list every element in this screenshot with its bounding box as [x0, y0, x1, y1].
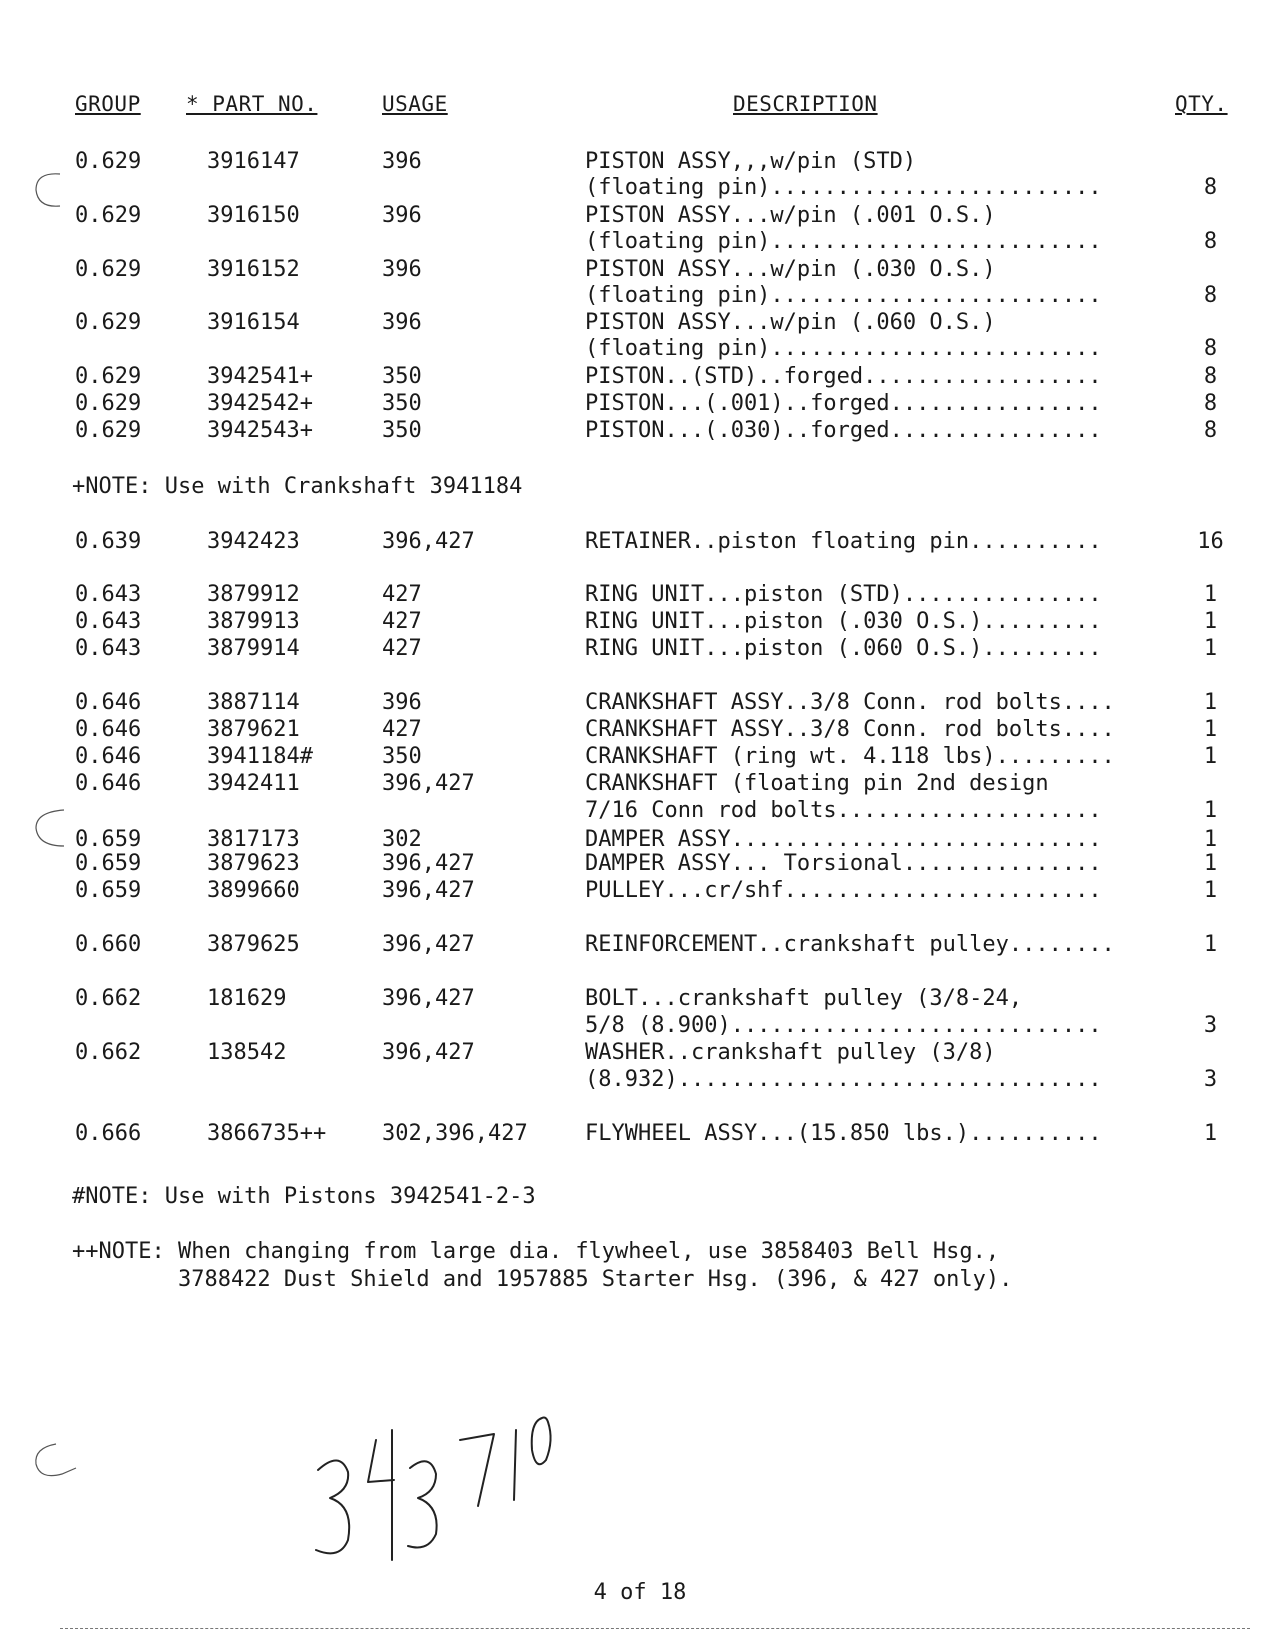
description-cell: PISTON ASSY,,,w/pin (STD) [585, 149, 917, 174]
usage-cell: 396,427 [382, 878, 475, 903]
qty-cell: 16 [1197, 529, 1224, 554]
part-number-cell: 3866735++ [207, 1121, 327, 1146]
part-number-cell: 3942542+ [207, 391, 313, 416]
group-cell: 0.643 [75, 636, 142, 661]
usage-cell: 396 [382, 257, 422, 282]
qty-cell: 3 [1203, 1013, 1218, 1038]
group-cell: 0.629 [75, 310, 142, 335]
note-flywheel-line1: ++NOTE: When changing from large dia. flywheel, use 3858403 Bell Hsg., [72, 1239, 1000, 1264]
part-number-cell: 3941184# [207, 744, 313, 769]
group-cell: 0.660 [75, 932, 142, 957]
qty-cell: 1 [1203, 636, 1218, 661]
punch-hole-mark [32, 168, 62, 212]
description-cell: CRANKSHAFT ASSY..3/8 Conn. rod bolts.... [585, 717, 1115, 742]
group-cell: 0.629 [75, 364, 142, 389]
part-number-cell: 3942543+ [207, 418, 313, 443]
header-qty: QTY. [1175, 92, 1228, 116]
bottom-rule [60, 1628, 1250, 1629]
usage-cell: 350 [382, 418, 422, 443]
group-cell: 0.646 [75, 690, 142, 715]
qty-cell: 8 [1203, 229, 1218, 254]
part-number-cell: 3916152 [207, 257, 300, 282]
description-cell: PULLEY...cr/shf........................ [585, 878, 1102, 903]
header-usage: USAGE [382, 92, 448, 116]
page-number: 4 of 18 [593, 1580, 687, 1605]
usage-cell: 427 [382, 609, 422, 634]
usage-cell: 427 [382, 717, 422, 742]
description-cell: RING UNIT...piston (STD)............... [585, 582, 1102, 607]
part-number-cell: 3879625 [207, 932, 300, 957]
group-cell: 0.659 [75, 878, 142, 903]
description-cell: (floating pin)......................... [585, 336, 1102, 361]
qty-cell: 1 [1203, 717, 1218, 742]
part-number-cell: 3916154 [207, 310, 300, 335]
part-number-cell: 3942411 [207, 771, 300, 796]
part-number-cell: 3879623 [207, 851, 300, 876]
group-cell: 0.659 [75, 827, 142, 852]
qty-cell: 8 [1203, 283, 1218, 308]
note-flywheel-line2: 3788422 Dust Shield and 1957885 Starter Hsg. (396, & 427 only). [72, 1267, 1013, 1292]
note-crankshaft: +NOTE: Use with Crankshaft 3941184 [72, 474, 523, 499]
group-cell: 0.639 [75, 529, 142, 554]
part-number-cell: 138542 [207, 1040, 287, 1065]
note-pistons: #NOTE: Use with Pistons 3942541-2-3 [72, 1184, 536, 1209]
usage-cell: 396,427 [382, 529, 475, 554]
description-cell: 5/8 (8.900)............................ [585, 1013, 1102, 1038]
description-cell: PISTON ASSY...w/pin (.001 O.S.) [585, 203, 996, 228]
usage-cell: 396,427 [382, 771, 475, 796]
group-cell: 0.646 [75, 717, 142, 742]
usage-cell: 302,396,427 [382, 1121, 528, 1146]
qty-cell: 1 [1203, 1121, 1218, 1146]
description-cell: PISTON ASSY...w/pin (.030 O.S.) [585, 257, 996, 282]
description-cell: PISTON...(.001)..forged................ [585, 391, 1102, 416]
group-cell: 0.646 [75, 771, 142, 796]
description-cell: (floating pin)......................... [585, 283, 1102, 308]
group-cell: 0.629 [75, 149, 142, 174]
part-number-cell: 3916150 [207, 203, 300, 228]
usage-cell: 396 [382, 310, 422, 335]
qty-cell: 1 [1203, 744, 1218, 769]
description-cell: REINFORCEMENT..crankshaft pulley........ [585, 932, 1115, 957]
group-cell: 0.666 [75, 1121, 142, 1146]
group-cell: 0.629 [75, 203, 142, 228]
part-number-cell: 3879621 [207, 717, 300, 742]
group-cell: 0.629 [75, 418, 142, 443]
group-cell: 0.659 [75, 851, 142, 876]
description-cell: (floating pin)......................... [585, 229, 1102, 254]
header-part-no: * PART NO. [186, 92, 318, 116]
qty-cell: 8 [1203, 364, 1218, 389]
qty-cell: 3 [1203, 1067, 1218, 1092]
qty-cell: 1 [1203, 798, 1218, 823]
usage-cell: 350 [382, 391, 422, 416]
qty-cell: 8 [1203, 336, 1218, 361]
part-number-cell: 181629 [207, 986, 287, 1011]
punch-hole-mark [32, 806, 66, 850]
part-number-cell: 3817173 [207, 827, 300, 852]
group-cell: 0.629 [75, 391, 142, 416]
description-cell: RING UNIT...piston (.060 O.S.)......... [585, 636, 1102, 661]
description-cell: CRANKSHAFT (ring wt. 4.118 lbs)......... [585, 744, 1115, 769]
description-cell: WASHER..crankshaft pulley (3/8) [585, 1040, 996, 1065]
header-group: GROUP [75, 92, 141, 116]
qty-cell: 8 [1203, 175, 1218, 200]
punch-hole-mark [32, 1440, 82, 1484]
group-cell: 0.646 [75, 744, 142, 769]
usage-cell: 396 [382, 203, 422, 228]
usage-cell: 427 [382, 636, 422, 661]
part-number-cell: 3879914 [207, 636, 300, 661]
qty-cell: 8 [1203, 391, 1218, 416]
description-cell: PISTON...(.030)..forged................ [585, 418, 1102, 443]
group-cell: 0.662 [75, 1040, 142, 1065]
header-description: DESCRIPTION [733, 92, 878, 116]
part-number-cell: 3942541+ [207, 364, 313, 389]
qty-cell: 1 [1203, 827, 1218, 852]
usage-cell: 302 [382, 827, 422, 852]
part-number-cell: 3942423 [207, 529, 300, 554]
description-cell: DAMPER ASSY............................ [585, 827, 1102, 852]
description-cell: PISTON..(STD)..forged.................. [585, 364, 1102, 389]
qty-cell: 1 [1203, 609, 1218, 634]
description-cell: DAMPER ASSY... Torsional............... [585, 851, 1102, 876]
usage-cell: 427 [382, 582, 422, 607]
description-cell: BOLT...crankshaft pulley (3/8-24, [585, 986, 1023, 1011]
part-number-cell: 3887114 [207, 690, 300, 715]
part-number-cell: 3899660 [207, 878, 300, 903]
usage-cell: 350 [382, 364, 422, 389]
handwritten-number [310, 1410, 570, 1570]
usage-cell: 350 [382, 744, 422, 769]
group-cell: 0.662 [75, 986, 142, 1011]
usage-cell: 396,427 [382, 1040, 475, 1065]
part-number-cell: 3916147 [207, 149, 300, 174]
description-cell: RING UNIT...piston (.030 O.S.)......... [585, 609, 1102, 634]
qty-cell: 1 [1203, 690, 1218, 715]
description-cell: 7/16 Conn rod bolts.................... [585, 798, 1102, 823]
usage-cell: 396,427 [382, 986, 475, 1011]
description-cell: CRANKSHAFT (floating pin 2nd design [585, 771, 1049, 796]
usage-cell: 396 [382, 690, 422, 715]
description-cell: (8.932)................................ [585, 1067, 1102, 1092]
description-cell: RETAINER..piston floating pin.......... [585, 529, 1102, 554]
qty-cell: 1 [1203, 851, 1218, 876]
qty-cell: 1 [1203, 878, 1218, 903]
group-cell: 0.643 [75, 609, 142, 634]
part-number-cell: 3879912 [207, 582, 300, 607]
usage-cell: 396,427 [382, 932, 475, 957]
description-cell: (floating pin)......................... [585, 175, 1102, 200]
description-cell: CRANKSHAFT ASSY..3/8 Conn. rod bolts.... [585, 690, 1115, 715]
usage-cell: 396,427 [382, 851, 475, 876]
qty-cell: 1 [1203, 932, 1218, 957]
usage-cell: 396 [382, 149, 422, 174]
description-cell: PISTON ASSY...w/pin (.060 O.S.) [585, 310, 996, 335]
group-cell: 0.629 [75, 257, 142, 282]
qty-cell: 1 [1203, 582, 1218, 607]
description-cell: FLYWHEEL ASSY...(15.850 lbs.).......... [585, 1121, 1102, 1146]
qty-cell: 8 [1203, 418, 1218, 443]
part-number-cell: 3879913 [207, 609, 300, 634]
group-cell: 0.643 [75, 582, 142, 607]
